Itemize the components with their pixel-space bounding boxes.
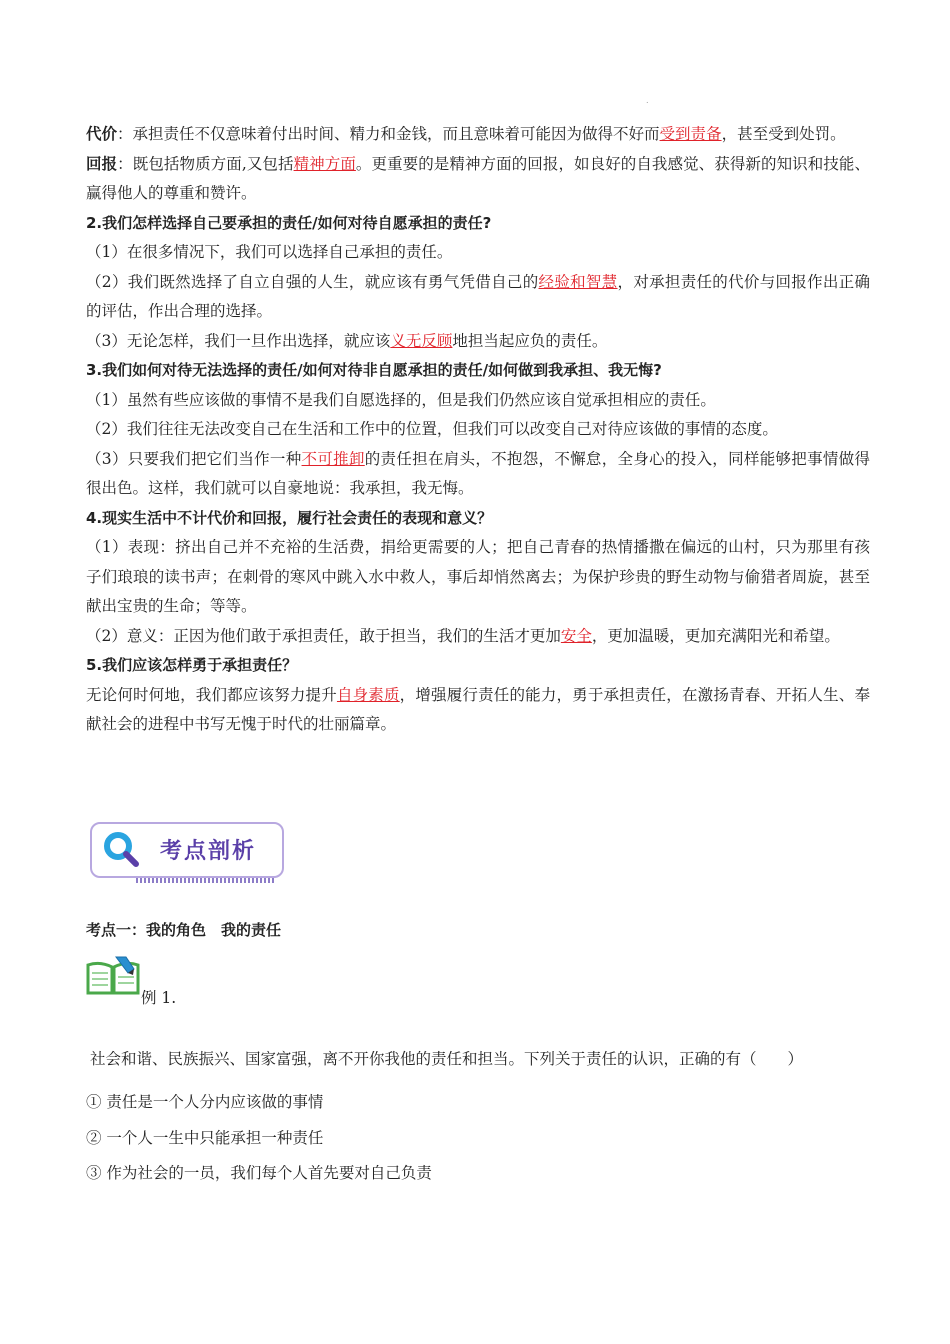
q3-item-3-text-end: 的责任担在肩头，不抱怨，不懈怠，全身心的投入，同样能够把事情做得很出色。这样，我们就可以自豪地说：我承担，我无悔。 <box>86 449 870 497</box>
q3-item-3 <box>86 445 870 504</box>
cost-text: 承担责任不仅意味着付出时间、精力和金钱，而且意味着可能因为做得不好而 <box>132 125 660 143</box>
book-pencil-icon <box>86 955 140 997</box>
example-question: 社会和谐、民族振兴、国家富强，离不开你我他的责任和担当。下列关于责任的认识，正确的有（ ） <box>90 1050 804 1068</box>
q2-item-3 <box>86 327 870 357</box>
q4-item-2-text-end: ，更加温暖，更加充满阳光和希望。 <box>591 626 840 645</box>
q3-item-1: （1）虽然有些应该做的事情不是我们自愿选择的，但是我们仍然应该自觉承担相应的责任。 <box>86 390 716 409</box>
q2-item-2-keyword: 经验和智慧 <box>538 272 618 291</box>
q5-keyword: 自身素质 <box>336 685 400 704</box>
q4-item-1: （1）表现：挤出自己并不充裕的生活费，捐给更需要的人；把自己青春的热情播撒在偏远的山村，只为那里有孩子们琅琅的读书声；在刺骨的寒风中跳入水中救人，事后却悄然离去；为保护珍贵的野生动物与偷猎者周旋，甚至献出宝贵的生命；等等。 <box>86 538 870 615</box>
q5-text-end: ，增强履行责任的能力，勇于承担责任，在激扬青春、开拓人生、奉献社会的进程中书写无愧于时代的壮丽篇章。 <box>86 685 870 733</box>
q3-item-2: （2）我们往往无法改变自己在生活和工作中的位置，但我们可以改变自己对待应该做的事情的态度。 <box>86 420 778 438</box>
q5-heading: 5.我们应该怎样勇于承担责任？ <box>86 656 298 674</box>
page-dot: . <box>646 96 649 105</box>
q3-heading: 3.我们如何对待无法选择的责任/如何对待非自愿承担的责任/如何做到我承担、我无悔? <box>86 361 662 379</box>
q3-item-3-keyword: 不可推卸 <box>301 449 365 468</box>
q3-item-3-text: （3）只要我们把它们当作一种 <box>86 449 302 468</box>
q5-text: 无论何时何地，我们都应该努力提升 <box>86 685 337 704</box>
q2-item-1: （1）在很多情况下，我们可以选择自己承担的责任。 <box>86 243 453 261</box>
cost-text-end: ，甚至受到处罚。 <box>721 125 846 143</box>
q2-item-3-text-end: 地担当起应负的责任。 <box>452 331 608 350</box>
option-2: ② 一个人一生中只能承担一种责任 <box>86 1129 324 1147</box>
reward-text-end: 。更重要的是精神方面的回报，如良好的自我感觉、获得新的知识和技能、赢得他人的尊重和赞许。 <box>86 154 870 202</box>
reward-paragraph <box>86 150 870 209</box>
q2-item-3-text: （3）无论怎样，我们一旦作出选择，就应该 <box>86 331 391 350</box>
cost-colon: ： <box>117 125 133 143</box>
q5-paragraph <box>86 681 870 740</box>
q4-heading: 4.现实生活中不计代价和回报，履行社会责任的表现和意义？ <box>86 508 493 527</box>
banner-stripes <box>136 878 276 883</box>
banner-title: 考点剖析 <box>160 839 257 864</box>
q2-item-3-keyword: 义无反顾 <box>390 331 453 350</box>
kaodian-banner <box>86 818 286 886</box>
cost-paragraph <box>86 120 870 150</box>
reward-label: 回报 <box>86 154 118 173</box>
q4-item-2-text: （2）意义：正因为他们敢于承担责任，敢于担当，我们的生活才更加 <box>86 626 561 645</box>
example-label: 例 1. <box>141 989 177 1007</box>
reward-keyword: 精神方面 <box>293 154 356 173</box>
option-1: ① 责任是一个人分内应该做的事情 <box>86 1093 324 1111</box>
q4-item-2-keyword: 安全 <box>560 626 592 645</box>
q2-heading: 2.我们怎样选择自己要承担的责任/如何对待自愿承担的责任? <box>86 213 492 232</box>
q4-item-2 <box>86 622 870 652</box>
option-3: ③ 作为社会的一员，我们每个人首先要对自己负责 <box>86 1164 432 1182</box>
q2-item-2 <box>86 268 870 327</box>
cost-label: 代价 <box>86 125 118 143</box>
kaodian-1-heading: 考点一：我的角色 我的责任 <box>86 921 282 939</box>
document-body <box>86 120 870 740</box>
q2-item-2-text-end: ，对承担责任的代价与回报作出正确的评估，作出合理的选择。 <box>86 272 870 320</box>
cost-keyword: 受到责备 <box>659 125 722 143</box>
q2-item-2-text: （2）我们既然选择了自立自强的人生，就应该有勇气凭借自己的 <box>86 272 539 291</box>
search-icon <box>102 830 142 870</box>
reward-text: ：既包括物质方面,又包括 <box>117 154 294 173</box>
